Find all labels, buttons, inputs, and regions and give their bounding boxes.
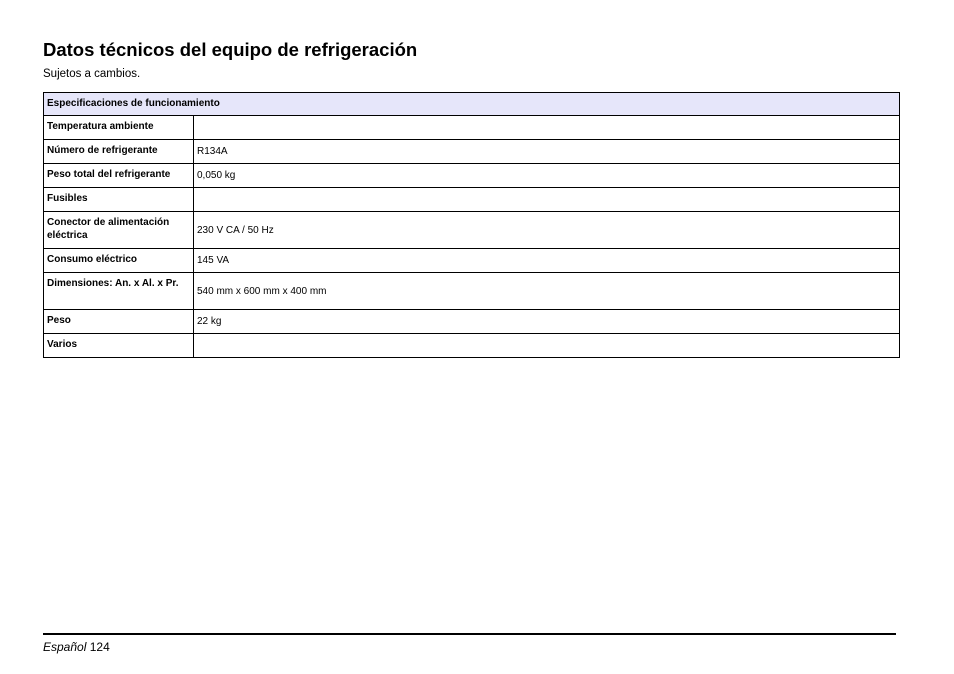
- footer-language: Español: [43, 640, 87, 654]
- table-row: [44, 188, 900, 212]
- row-label: Peso total del refrigerante: [44, 164, 194, 188]
- table-row: [44, 249, 900, 273]
- row-value: 22 kg: [194, 310, 900, 334]
- row-value: 145 VA: [194, 249, 900, 273]
- table-header-row: [44, 93, 900, 116]
- table-row: [44, 334, 900, 358]
- table-row: [44, 273, 900, 310]
- row-value: [194, 334, 900, 358]
- table-row: [44, 310, 900, 334]
- row-value: 230 V CA / 50 Hz: [194, 212, 900, 249]
- row-value: R134A: [194, 140, 900, 164]
- row-label: Número de refrigerante: [44, 140, 194, 164]
- row-value: [194, 188, 900, 212]
- specifications-table: [43, 92, 900, 358]
- page-title: Datos técnicos del equipo de refrigeración: [43, 39, 418, 60]
- row-label: Consumo eléctrico: [44, 249, 194, 273]
- page-footer: [43, 640, 110, 654]
- table-row: [44, 164, 900, 188]
- row-label: Varios: [44, 334, 194, 358]
- footer-page-number: 124: [89, 640, 110, 654]
- table-row: [44, 212, 900, 249]
- row-value: [194, 116, 900, 140]
- row-value: 540 mm x 600 mm x 400 mm: [194, 273, 900, 310]
- row-value: 0,050 kg: [194, 164, 900, 188]
- row-label: Dimensiones: An. x Al. x Pr.: [44, 273, 194, 310]
- row-label: Temperatura ambiente: [44, 116, 194, 140]
- table-row: [44, 116, 900, 140]
- footer-divider: [43, 633, 896, 635]
- row-label: Conector de alimentación eléctrica: [44, 212, 194, 249]
- row-label: Fusibles: [44, 188, 194, 212]
- page-subtitle: Sujetos a cambios.: [43, 68, 141, 80]
- table-header: Especificaciones de funcionamiento: [44, 93, 900, 116]
- table-row: [44, 140, 900, 164]
- row-label: Peso: [44, 310, 194, 334]
